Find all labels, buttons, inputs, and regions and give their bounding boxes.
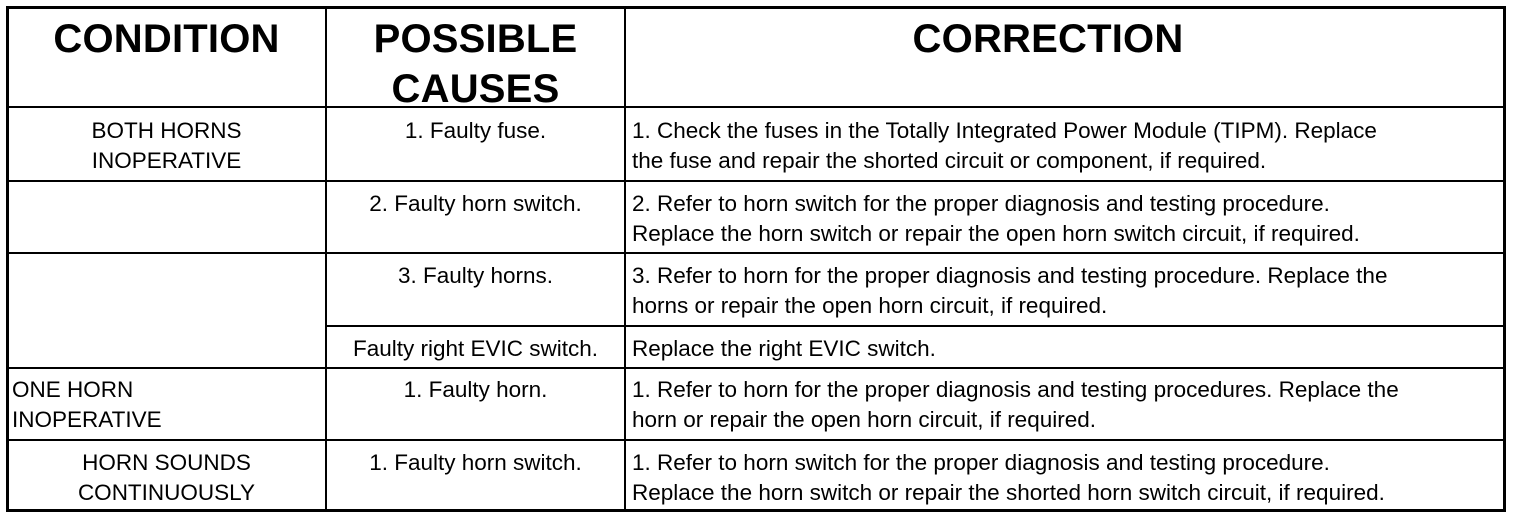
correction-line: Replace the horn switch or repair the shorted horn switch circuit, if required. <box>632 479 1385 505</box>
correction-cell <box>632 375 1399 434</box>
correction-line: horns or repair the open horn circuit, if required. <box>632 292 1108 318</box>
correction-line: Replace the horn switch or repair the open horn switch circuit, if required. <box>632 220 1360 246</box>
header-correction: CORRECTION <box>912 17 1184 61</box>
cause-cell: Faulty right EVIC switch. <box>352 336 599 361</box>
header-condition: CONDITION <box>53 17 280 61</box>
correction-line: 1. Refer to horn for the proper diagnosis and testing procedures. Replace the <box>632 377 1399 402</box>
condition-cell <box>8 448 325 507</box>
column-divider-2 <box>624 6 626 512</box>
correction-line: 1. Refer to horn switch for the proper diagnosis and testing procedure. <box>632 450 1330 475</box>
correction-line: 1. Check the fuses in the Totally Integrated Power Module (TIPM). Replace <box>632 118 1377 143</box>
diagnosis-table <box>6 6 1506 512</box>
header-divider <box>6 106 1506 108</box>
row-divider <box>6 367 1506 369</box>
row-divider <box>6 180 1506 182</box>
correction-cell <box>632 334 936 364</box>
correction-cell <box>632 448 1385 507</box>
row-divider <box>6 439 1506 441</box>
condition-line: CONTINUOUSLY <box>77 479 256 505</box>
cause-cell: 1. Faulty fuse. <box>404 118 547 143</box>
cause-cell: 2. Faulty horn switch. <box>369 191 582 216</box>
cause-cell: 1. Faulty horn. <box>403 377 548 402</box>
correction-cell <box>632 261 1387 320</box>
header-possible-causes-line2: CAUSES <box>391 67 560 111</box>
correction-line: 3. Refer to horn for the proper diagnosis and testing procedure. Replace the <box>632 263 1388 288</box>
correction-line: 2. Refer to horn switch for the proper diagnosis and testing procedure. <box>632 191 1330 216</box>
header-possible-causes-line1: POSSIBLE <box>373 17 578 61</box>
correction-line: the fuse and repair the shorted circuit or component, if required. <box>632 147 1267 173</box>
condition-line: ONE HORN <box>12 377 134 402</box>
row-divider <box>325 325 1506 327</box>
condition-line: INOPERATIVE <box>12 406 162 432</box>
correction-line: horn or repair the open horn circuit, if required. <box>632 406 1096 432</box>
condition-line: INOPERATIVE <box>91 147 242 173</box>
correction-cell <box>632 116 1377 175</box>
correction-cell <box>632 189 1360 248</box>
condition-cell <box>12 375 162 434</box>
condition-cell <box>8 116 325 175</box>
correction-line: Replace the right EVIC switch. <box>632 336 936 361</box>
condition-line: HORN SOUNDS <box>82 450 251 475</box>
row-divider <box>6 252 1506 254</box>
cause-cell: 1. Faulty horn switch. <box>369 450 582 475</box>
condition-line: BOTH HORNS <box>91 118 242 143</box>
cause-cell: 3. Faulty horns. <box>397 263 554 288</box>
